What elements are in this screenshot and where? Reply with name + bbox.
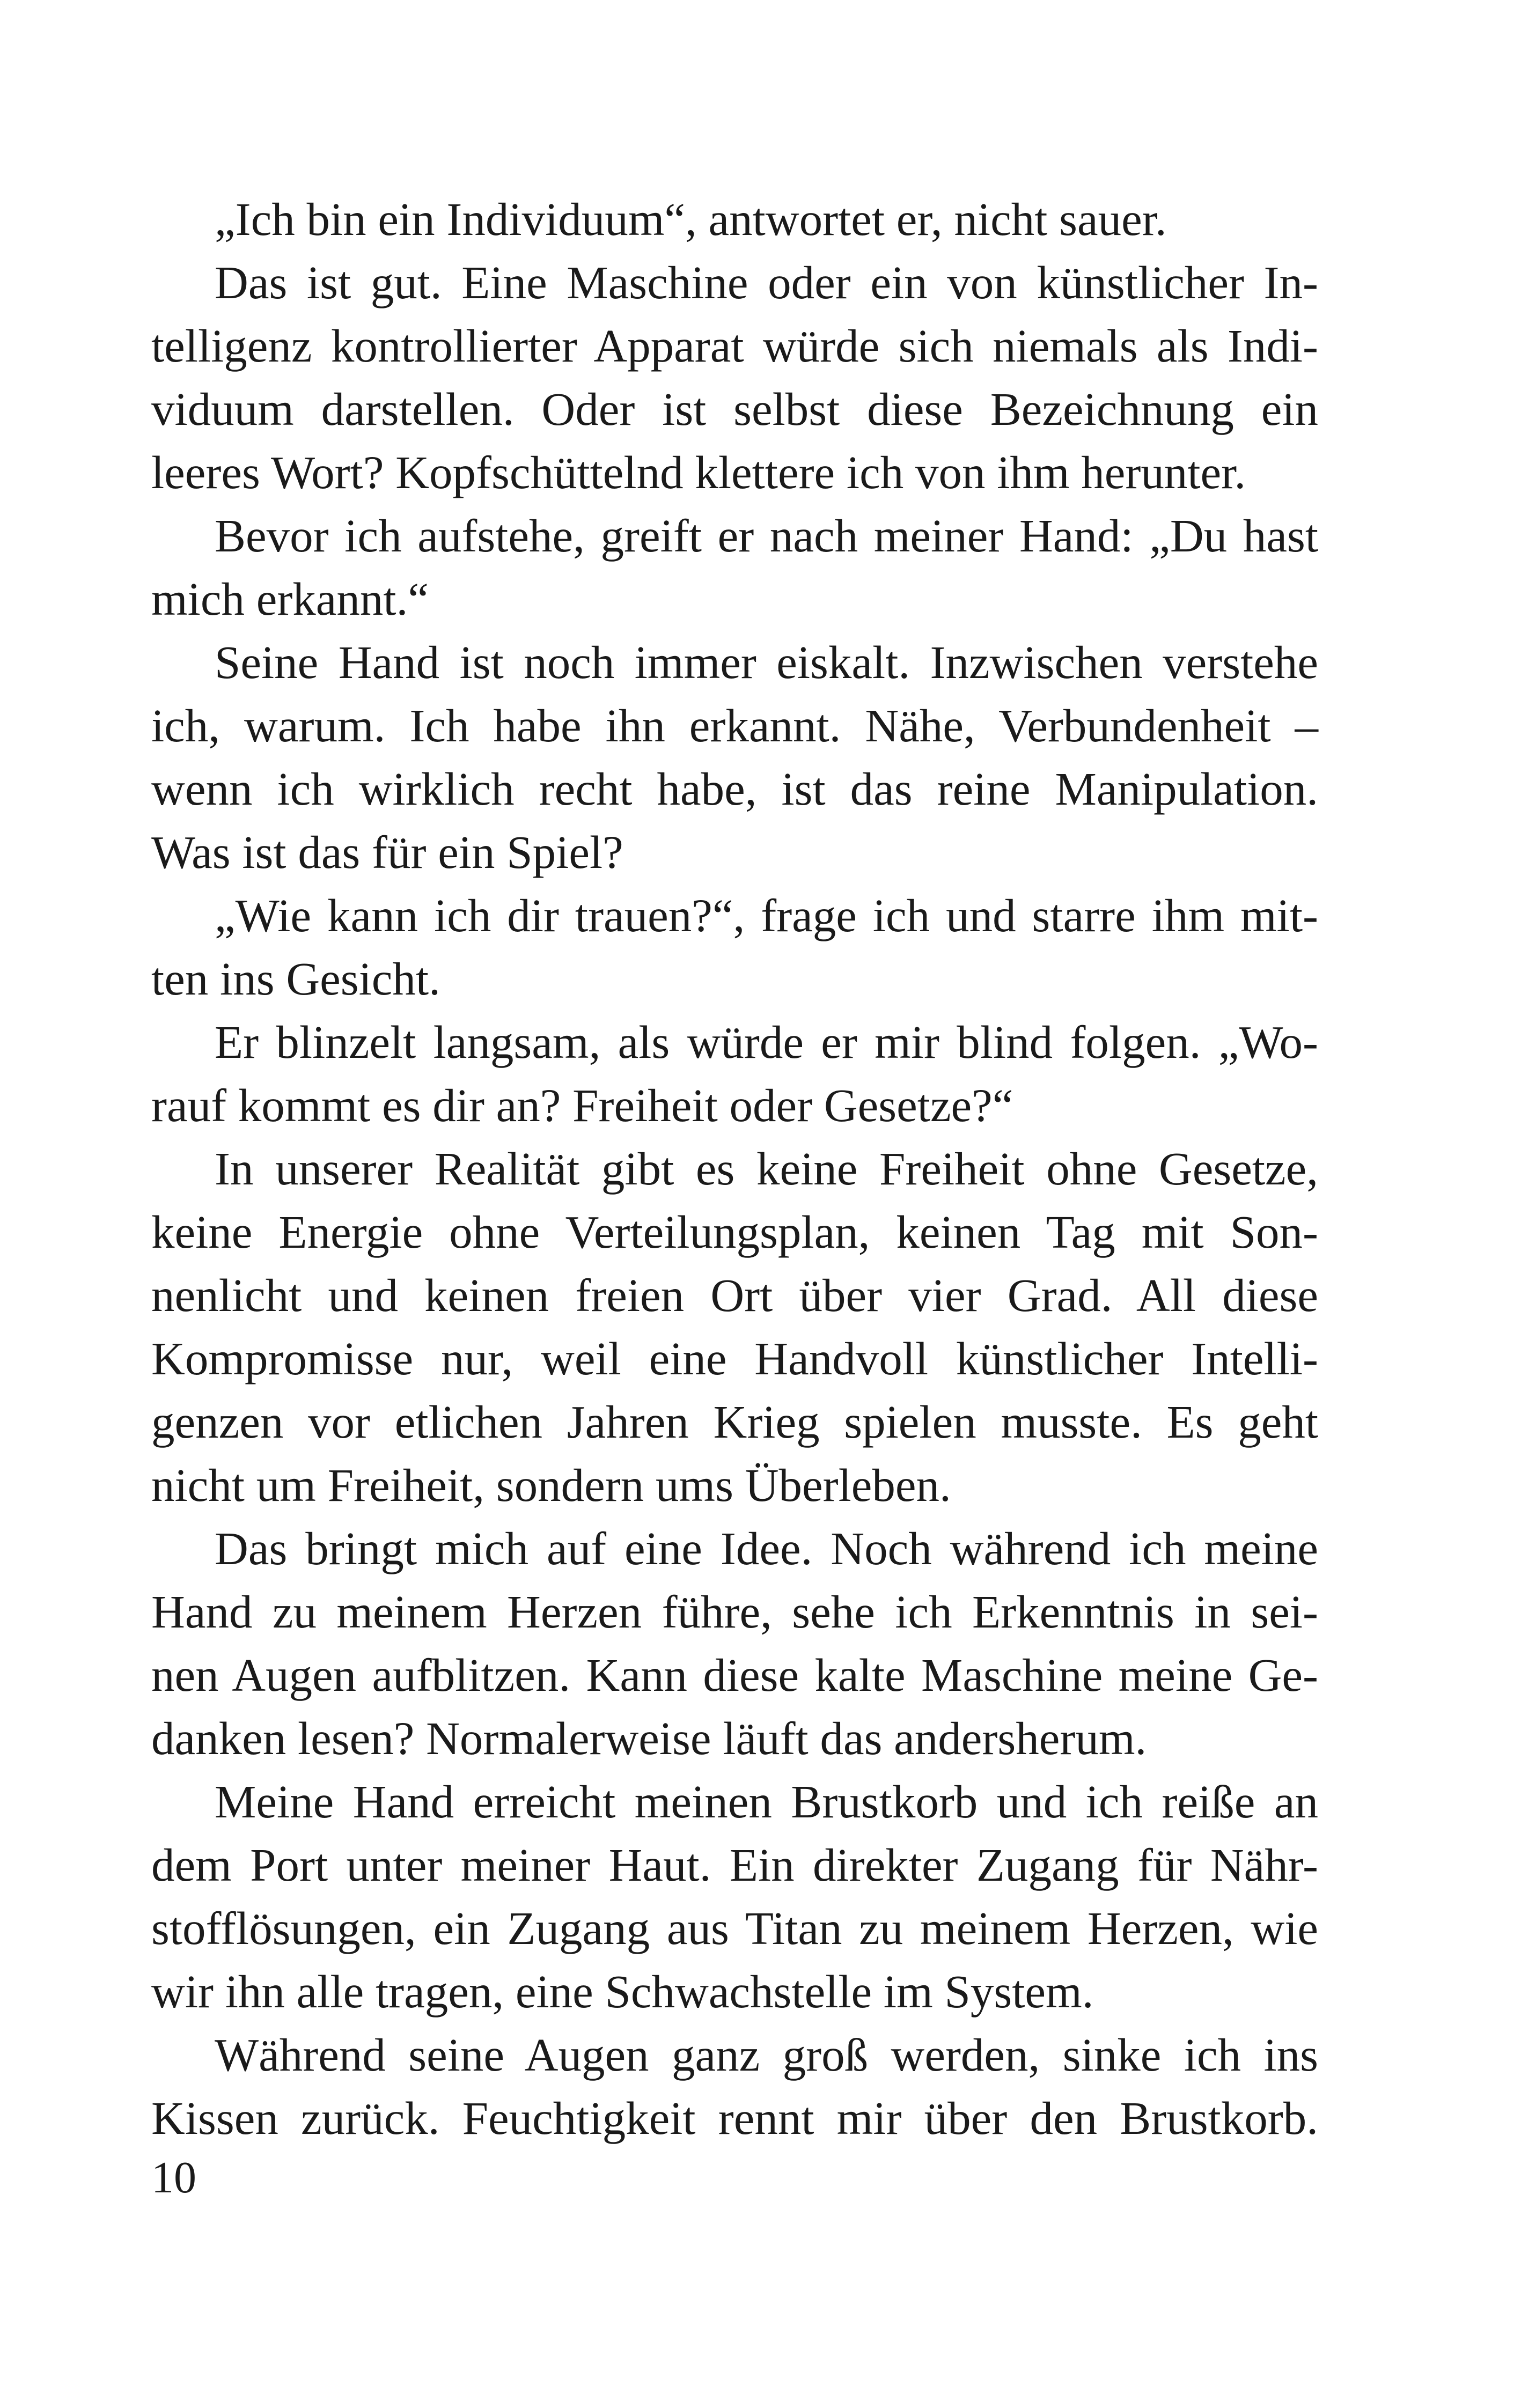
text-line: leeres Wort? Kopfschüttelnd klettere ich von ihm herunter. (151, 446, 1246, 498)
text-line: mich erkannt.“ (151, 573, 429, 625)
text-line: rauf kommt es dir an? Freiheit oder Gesetze?“ (151, 1079, 1013, 1131)
text-line: keine Energie ohne Verteilungsplan, keinen Tag mit Son- (151, 1206, 1318, 1258)
text-line: genzen vor etlichen Jahren Krieg spielen musste. Es geht (151, 1396, 1318, 1448)
text-line: Während seine Augen ganz groß werden, sinke ich ins (215, 2029, 1318, 2081)
text-line: In unserer Realität gibt es keine Freiheit ohne Gesetze, (215, 1143, 1318, 1195)
text-line: Hand zu meinem Herzen führe, sehe ich Erkenntnis in sei- (151, 1586, 1318, 1638)
text-line: wenn ich wirklich recht habe, ist das reine Manipulation. (151, 763, 1318, 815)
text-line: nen Augen aufblitzen. Kann diese kalte Maschine meine Ge- (151, 1649, 1318, 1701)
text-line: wir ihn alle tragen, eine Schwachstelle im System. (151, 1965, 1094, 2017)
text-line: Er blinzelt langsam, als würde er mir blind folgen. „Wo- (215, 1016, 1318, 1068)
text-line: Was ist das für ein Spiel? (151, 826, 623, 878)
text-line: nicht um Freiheit, sondern ums Überleben. (151, 1459, 951, 1511)
text-line: stofflösungen, ein Zugang aus Titan zu meinem Herzen, wie (151, 1902, 1318, 1954)
text-line: Kissen zurück. Feuchtigkeit rennt mir über den Brustkorb. (151, 2092, 1318, 2144)
text-line: Das bringt mich auf eine Idee. Noch während ich meine (215, 1522, 1318, 1574)
text-line: Das ist gut. Eine Maschine oder ein von künstlicher In- (215, 256, 1318, 308)
text-line: dem Port unter meiner Haut. Ein direkter Zugang für Nähr- (151, 1839, 1318, 1891)
text-line: ten ins Gesicht. (151, 953, 440, 1005)
text-line: telligenz kontrollierter Apparat würde sich niemals als Indi- (151, 320, 1318, 372)
text-line: „Wie kann ich dir trauen?“, frage ich und starre ihm mit- (215, 889, 1318, 941)
text-line: Kompromisse nur, weil eine Handvoll künstlicher Intelli- (151, 1332, 1318, 1385)
text-line: ich, warum. Ich habe ihn erkannt. Nähe, Verbundenheit – (151, 699, 1318, 752)
text-line: Seine Hand ist noch immer eiskalt. Inzwischen verstehe (215, 636, 1318, 688)
text-line: danken lesen? Normalerweise läuft das andersherum. (151, 1712, 1147, 1764)
text-line: Meine Hand erreicht meinen Brustkorb und ich reiße an (215, 1776, 1318, 1828)
page-number: 10 (151, 2153, 196, 2203)
body-text (151, 188, 1318, 2150)
text-line: „Ich bin ein Individuum“, antwortet er, nicht sauer. (215, 193, 1167, 245)
text-line: Bevor ich aufstehe, greift er nach meiner Hand: „Du hast (215, 510, 1318, 562)
text-line: nenlicht und keinen freien Ort über vier Grad. All diese (151, 1269, 1318, 1321)
text-line: viduum darstellen. Oder ist selbst diese Bezeichnung ein (151, 383, 1318, 435)
